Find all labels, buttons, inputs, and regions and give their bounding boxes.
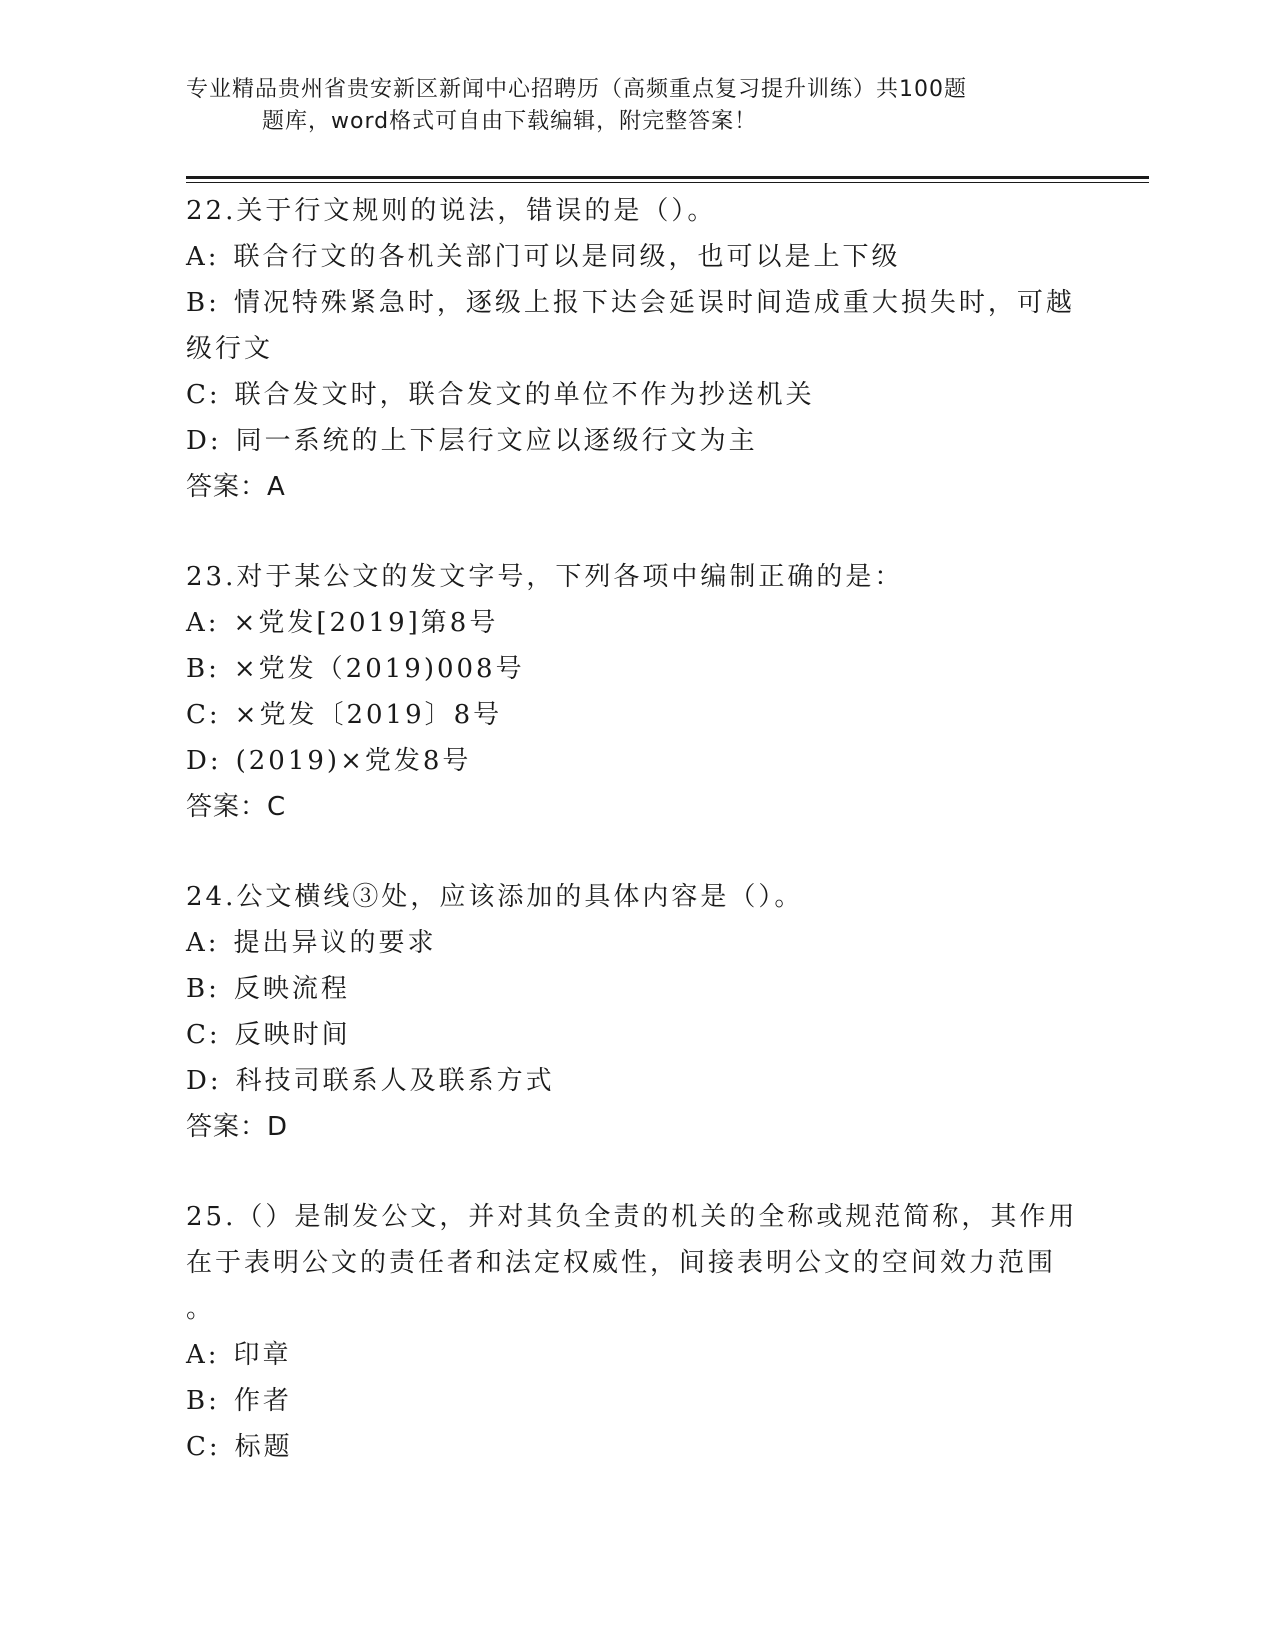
option-a: A: 提出异议的要求 [186,928,437,958]
header-rule-thick [186,176,1149,179]
question-stem-line-1: 25.（）是制发公文，并对其负全责的机关的全称或规范简称，其作用 [186,1202,1078,1232]
option-b-continued: 级行文 [186,334,274,364]
option-b: B: ×党发（2019)008号 [186,654,525,684]
option-c: C: 反映时间 [186,1020,351,1050]
answer-line: 答案：D [186,1112,289,1142]
question-stem-line-3: 。 [186,1294,216,1324]
option-d: D: (2019)×党发8号 [186,746,472,776]
header-title-line-1: 专业精品贵州省贵安新区新闻中心招聘历（高频重点复习提升训练）共100题 [186,77,967,102]
header-rule-thin [186,182,1149,183]
question-stem: 23.对于某公文的发文字号，下列各项中编制正确的是： [186,562,904,592]
option-b: B: 反映流程 [186,974,350,1004]
question-25 [186,1194,1086,1470]
question-list [186,188,1086,1470]
answer-line: 答案：A [186,472,286,502]
option-c: C: 标题 [186,1432,293,1462]
document-header [186,74,1066,138]
question-24 [186,874,1086,1150]
answer-line: 答案：C [186,792,287,822]
option-a: A: 联合行文的各机关部门可以是同级，也可以是上下级 [186,242,901,272]
option-c: C: ×党发〔2019〕8号 [186,700,503,730]
option-b: B: 情况特殊紧急时，逐级上报下达会延误时间造成重大损失时，可越 [186,288,1075,318]
option-d: D: 同一系统的上下层行文应以逐级行文为主 [186,426,758,456]
question-stem: 24.公文横线③处，应该添加的具体内容是（）。 [186,882,804,912]
question-stem: 22.关于行文规则的说法，错误的是（）。 [186,196,717,226]
option-a: A: ×党发[2019]第8号 [186,608,499,638]
question-stem-line-2: 在于表明公文的责任者和法定权威性，间接表明公文的空间效力范围 [186,1248,1057,1278]
question-22 [186,188,1086,510]
option-c: C: 联合发文时，联合发文的单位不作为抄送机关 [186,380,815,410]
option-b: B: 作者 [186,1386,292,1416]
question-23 [186,554,1086,830]
header-title-line-2: 题库，word格式可自由下载编辑，附完整答案！ [262,109,758,134]
option-a: A: 印章 [186,1340,292,1370]
option-d: D: 科技司联系人及联系方式 [186,1066,555,1096]
